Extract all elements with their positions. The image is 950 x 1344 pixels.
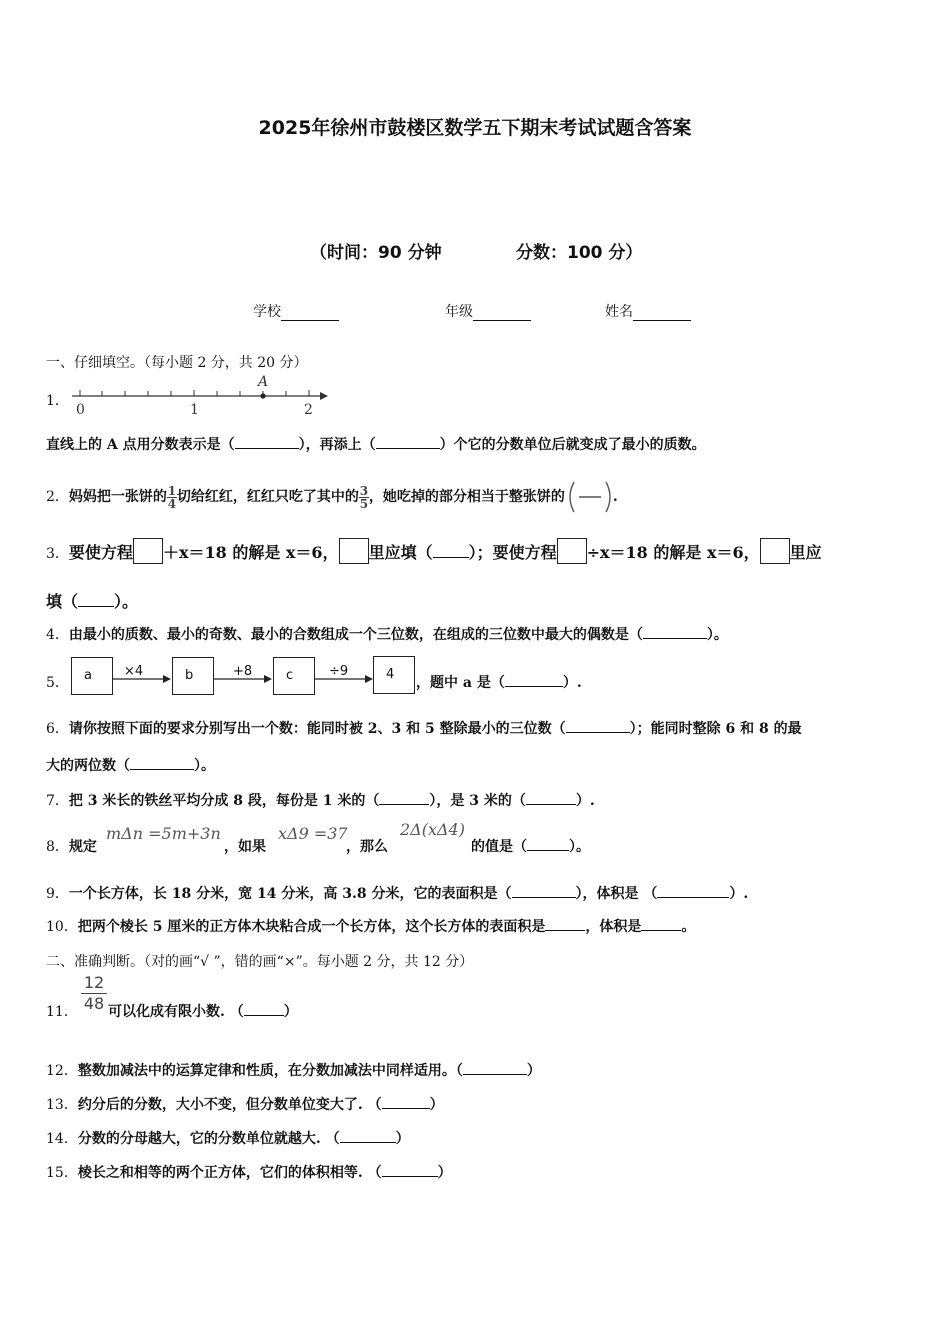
q5-text: ，题中 a 是（ ）. [416,675,582,691]
q3-blank-1[interactable] [433,545,469,558]
flow-op-3: ÷9 [329,664,349,679]
q5-blank[interactable] [505,674,563,687]
q9-blank-1[interactable] [512,885,576,898]
q2-answer-fraction-blank[interactable] [565,480,613,514]
name-blank[interactable] [633,306,691,321]
q12-text: 12．整数加减法中的运算定律和性质，在分数加减法中同样适用。（ ） [46,1063,541,1079]
q14-blank[interactable] [340,1130,396,1143]
exam-score: 分数：100 分） [516,243,643,263]
q8-text-c: ，那么 [346,839,388,855]
q1-blank-1[interactable] [235,436,299,449]
q3-text-continued: 填（ ）。 [46,592,139,611]
flow-arrow-2 [214,674,273,684]
q5-number: 5． [46,675,69,691]
name-label: 姓名 [605,304,633,320]
flow-box-a: a [71,657,113,695]
q11-blank[interactable] [244,1003,284,1016]
q9-text: 9．一个长方体，长 18 分米，宽 14 分米，高 3.8 分米，它的表面积是（ ），体积是 （ ）. [46,886,749,902]
flow-box-b: b [172,657,214,695]
fraction-3-5: $\frac{3}{5}$ [359,483,369,511]
school-blank[interactable] [281,306,339,321]
q13-blank[interactable] [382,1096,430,1109]
grade-label: 年级 [445,304,473,320]
q2-text: 2．妈妈把一张饼的 $\frac{1}{4}$ 切给红红，红红只吃了其中的 $\frac{3}{5}$ ，她吃掉的部分相当于整张饼的 . [46,480,618,514]
exam-time: （时间：90 分钟 [310,243,442,263]
q4-blank[interactable] [643,626,707,639]
q6-text: 6．请你按照下面的要求分别写出一个数：能同时被 2、3 和 5 整除最小的三位数（ ）；能同时整除 6 和 8 的最 [46,721,802,737]
grade-blank[interactable] [473,306,531,321]
q8-blank[interactable] [527,838,569,851]
q15-text: 15．棱长之和相等的两个正方体，它们的体积相等. （ ） [46,1165,452,1181]
q1-blank-2[interactable] [376,436,440,449]
q6-text-continued: 大的两位数（ ）。 [46,758,215,774]
flow-op-1: ×4 [124,664,144,679]
q8-formula-3: 2Δ(xΔ4) [400,820,465,839]
q4-text: 4．由最小的质数、最小的奇数、最小的合数组成一个三位数，在组成的三位数中最大的偶数是（ ）。 [46,627,728,643]
q15-blank[interactable] [382,1164,438,1177]
q7-blank-1[interactable] [379,792,429,805]
q5-flowchart [71,656,421,698]
point-a-label: A [258,374,269,390]
q10-text: 10．把两个棱长 5 厘米的正方体木块粘合成一个长方体，这个长方体的表面积是 ，体积是 。 [46,919,696,935]
q11-number: 11． [46,1004,78,1020]
q9-blank-2[interactable] [657,885,729,898]
school-label: 学校 [253,304,281,320]
q8-text-d: 的值是（ ）。 [471,839,590,855]
section-2-heading: 二、准确判断。（对的画“√ ”，错的画“×”。每小题 2 分，共 12 分） [46,954,474,970]
q6-blank-2[interactable] [130,757,194,770]
tick-label-0: 0 [76,402,85,418]
q8-formula-2: xΔ9 =37 [278,824,348,843]
school-field[interactable] [253,301,339,321]
q1-text: 直线上的 A 点用分数表示是（ ），再添上（ ）个它的分数单位后就变成了最小的质数。 [46,437,706,453]
q13-text: 13．约分后的分数，大小不变，但分数单位变大了. （ ） [46,1097,444,1113]
q8-formula-1: mΔn =5m+3n [106,824,221,843]
flow-op-2: +8 [233,664,253,679]
fraction-12-48: 12 48 [81,974,107,1013]
q11-text: 可以化成有限小数. （ ） [108,1004,298,1020]
q3-box-4[interactable] [760,538,790,564]
flow-arrow-1 [113,674,172,684]
section-1-heading: 一、仔细填空。（每小题 2 分，共 20 分） [46,355,308,371]
q1-number: 1． [46,393,69,409]
grade-field[interactable] [445,301,531,321]
q3-blank-2[interactable] [78,594,114,607]
q10-blank-1[interactable] [545,918,585,931]
page-title: 2025年徐州市鼓楼区数学五下期末考试试题含答案 [258,117,692,139]
q3-box-2[interactable] [339,538,369,564]
number-line [66,370,336,418]
q3-box-1[interactable] [133,538,163,564]
name-field[interactable] [605,301,691,321]
q8-text: 8．规定 [46,839,97,855]
fraction-1-4: $\frac{1}{4}$ [167,483,177,511]
q7-blank-2[interactable] [526,792,576,805]
q3-text: 3．要使方程 ＋x＝18 的解是 x＝6， 里应填（ ）；要使方程 ÷x＝18 的解是 x＝6， 里应 [46,538,822,564]
q6-blank-1[interactable] [566,720,630,733]
q7-text: 7．把 3 米长的铁丝平均分成 8 段，每份是 1 米的（ ），是 3 米的（ ）. [46,793,595,809]
q8-text-b: ，如果 [224,839,266,855]
q3-box-3[interactable] [557,538,587,564]
point-a-dot [260,393,265,398]
tick-label-1: 1 [190,402,199,418]
tick-label-2: 2 [304,402,313,418]
flow-arrow-3 [315,674,374,684]
q14-text: 14．分数的分母越大，它的分数单位就越大. （ ） [46,1131,410,1147]
flow-box-c: c [273,657,315,695]
q12-blank[interactable] [463,1062,527,1075]
flow-box-result: 4 [373,656,415,694]
q10-blank-2[interactable] [641,918,681,931]
